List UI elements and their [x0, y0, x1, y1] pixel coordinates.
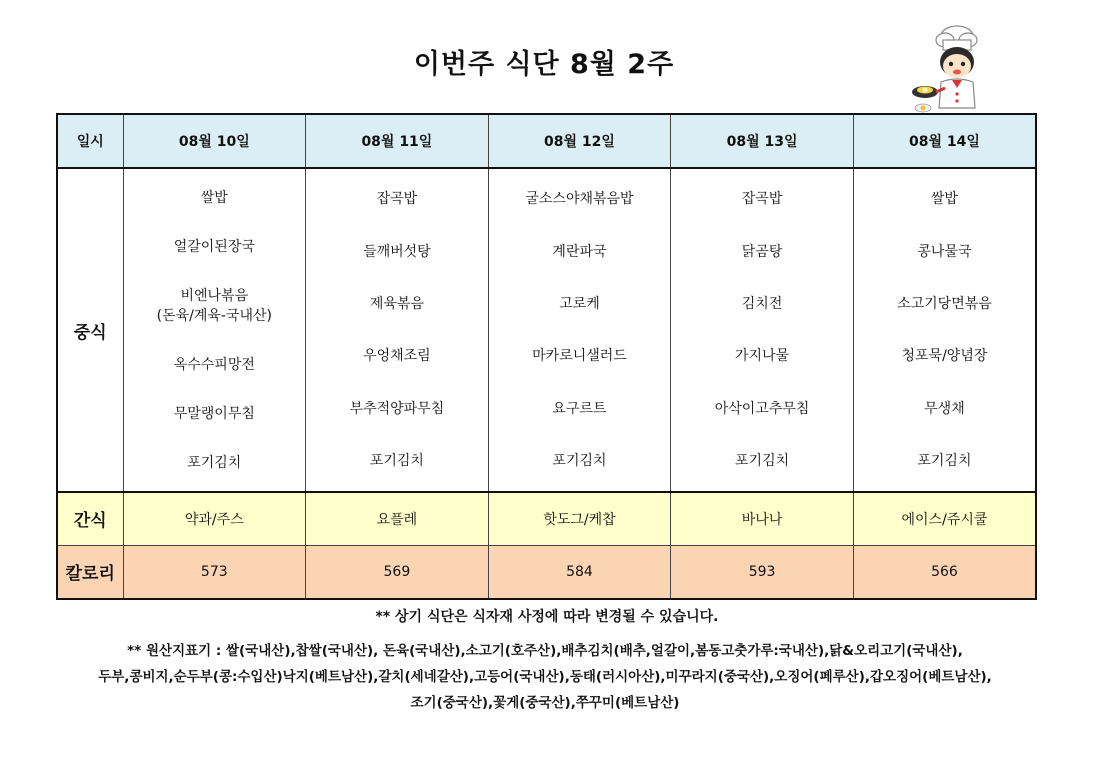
snack-cell: 핫도그/케찹 — [488, 492, 671, 545]
snack-row — [57, 492, 1036, 545]
date-cell: 08월 13일 — [671, 114, 854, 168]
menu-item: 포기김치 — [552, 453, 607, 470]
menu-item: 고로케 — [559, 296, 600, 313]
menu-item: 김치전 — [741, 296, 783, 313]
lunch-cell — [306, 168, 489, 492]
lunch-cell — [853, 168, 1036, 492]
menu-item: 콩나물국 — [917, 243, 972, 260]
menu-item: 계란파국 — [552, 243, 607, 260]
origin-line: 두부,콩비지,순두부(콩:수입산)낙지(베트남산),갈치(세네갈산),고등어(국내산),동태(러시아산),미꾸라지(중국산),오징어(페루산),갑오징어(베트남산), — [98, 669, 992, 685]
menu-item: 마카로니샐러드 — [532, 348, 627, 365]
menu-item: 쌀밥 — [200, 189, 228, 206]
menu-item: 비엔나볶음 (돈육/계육-국내산) — [156, 287, 272, 324]
lunch-cell — [488, 168, 671, 492]
calorie-cell: 593 — [671, 545, 854, 599]
menu-item: 잡곡밥 — [376, 191, 418, 208]
header-label: 일시 — [57, 114, 123, 168]
menu-item: 청포묵/양념장 — [901, 348, 988, 365]
chef-cooking-icon — [905, 22, 997, 114]
origin-notice — [30, 638, 1060, 716]
menu-item: 포기김치 — [917, 453, 972, 470]
date-cell: 08월 10일 — [123, 114, 306, 168]
menu-item: 무말랭이무침 — [173, 405, 255, 422]
menu-item: 아삭이고추무침 — [714, 400, 810, 417]
menu-item: 무생채 — [924, 400, 965, 417]
menu-item: 요구르트 — [552, 400, 607, 417]
snack-cell: 바나나 — [671, 492, 854, 545]
date-cell: 08월 11일 — [306, 114, 489, 168]
date-cell: 08월 12일 — [488, 114, 671, 168]
calorie-cell: 569 — [306, 545, 489, 599]
page-title: 이번주 식단 8월 2주 — [413, 49, 675, 80]
menu-item: 잡곡밥 — [741, 191, 783, 208]
calorie-row — [57, 545, 1036, 599]
date-cell: 08월 14일 — [853, 114, 1036, 168]
calorie-label: 칼로리 — [57, 545, 123, 599]
menu-item: 우엉채조림 — [363, 348, 431, 365]
menu-item: 소고기당면볶음 — [897, 296, 992, 313]
menu-item: 가지나물 — [735, 348, 790, 365]
lunch-label: 중식 — [57, 168, 123, 492]
menu-item: 얼갈이된장국 — [173, 238, 255, 255]
snack-cell: 에이스/쥬시쿨 — [853, 492, 1036, 545]
menu-table — [56, 113, 1037, 600]
calorie-cell: 573 — [123, 545, 306, 599]
lunch-cell — [123, 168, 306, 492]
menu-item: 굴소스야채볶음밥 — [525, 191, 634, 208]
menu-item: 쌀밥 — [930, 191, 958, 208]
menu-item: 제육볶음 — [369, 296, 424, 313]
menu-item: 옥수수피망전 — [173, 356, 255, 373]
menu-item: 부추적양파무침 — [349, 400, 445, 417]
menu-item: 포기김치 — [735, 453, 790, 470]
snack-label: 간식 — [57, 492, 123, 545]
lunch-cell — [671, 168, 854, 492]
menu-item: 닭곰탕 — [741, 243, 783, 260]
menu-item: 들깨버섯탕 — [363, 243, 431, 260]
origin-line: ** 원산지표기 : 쌀(국내산),찹쌀(국내산), 돈육(국내산),소고기(호주산),배추김치(배추,얼갈이,봄동고춧가루:국내산),닭&오리고기(국내산), — [127, 643, 963, 659]
menu-item: 포기김치 — [187, 454, 242, 471]
calorie-cell: 584 — [488, 545, 671, 599]
menu-change-note: ** 상기 식단은 식자재 사정에 따라 변경될 수 있습니다. — [375, 609, 719, 625]
menu-item: 포기김치 — [369, 453, 424, 470]
lunch-row — [57, 168, 1036, 492]
calorie-cell: 566 — [853, 545, 1036, 599]
origin-line: 조기(중국산),꽃게(중국산),쭈꾸미(베트남산) — [410, 695, 680, 711]
snack-cell: 요플레 — [306, 492, 489, 545]
snack-cell: 약과/주스 — [123, 492, 306, 545]
header-row — [57, 114, 1036, 168]
